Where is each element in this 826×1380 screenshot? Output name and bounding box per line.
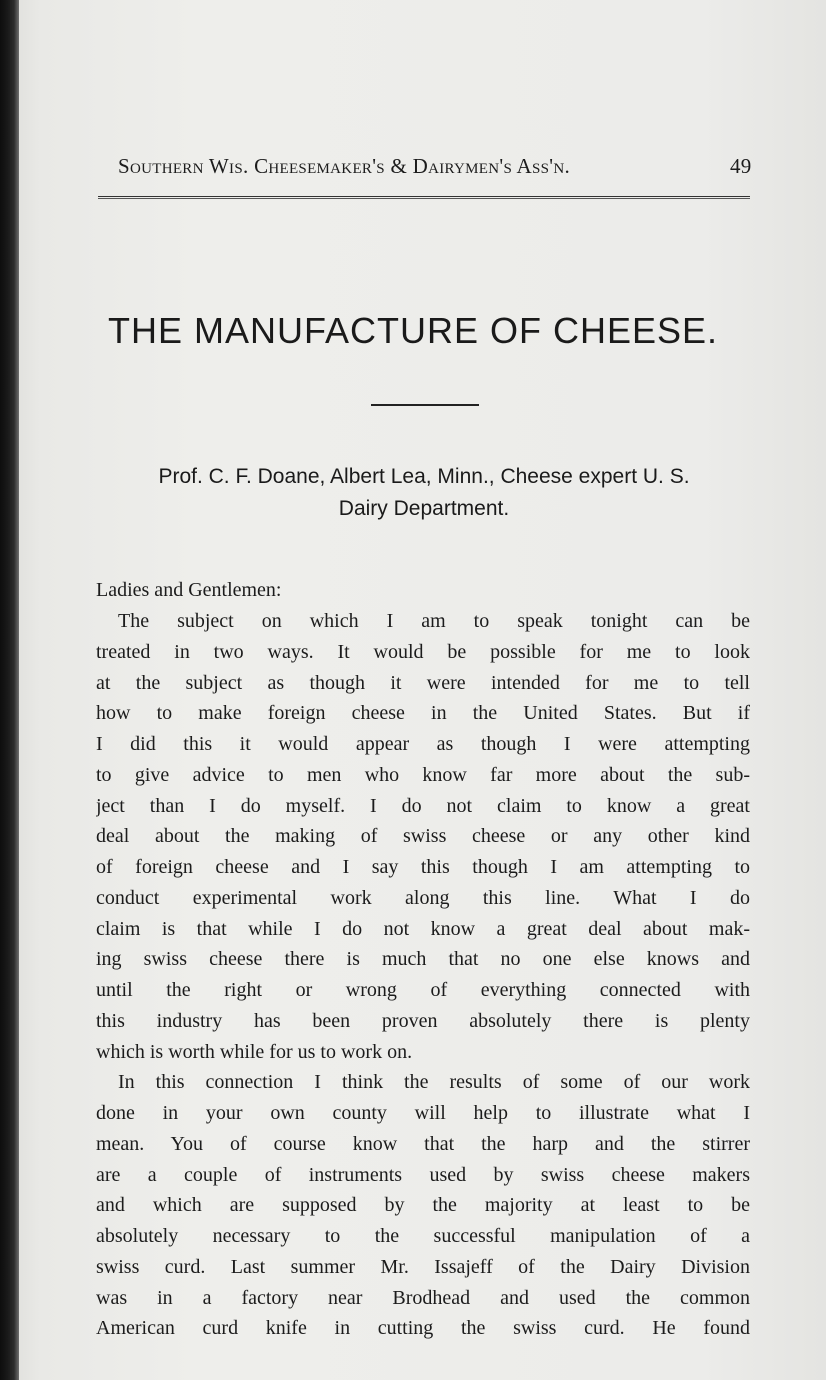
text-line: of foreign cheese and I say this though I am attempting to [96, 856, 750, 878]
byline-line-2: Dairy Department. [338, 497, 510, 520]
text-line: this industry has been proven absolutely there is plenty [96, 1009, 750, 1032]
text-line: ject than I do myself. I do not claim to know a great [96, 794, 750, 817]
text-line: conduct experimental work along this line. What I do [96, 886, 750, 909]
text-line: mean. You of course know that the harp and the stirrer [96, 1132, 750, 1155]
paragraph-2 [96, 1067, 750, 1344]
article-body [96, 606, 750, 1344]
text-line: The subject on which I am to speak tonight can be [118, 610, 750, 632]
text-line: swiss curd. Last summer Mr. Issajeff of the Dairy Division [96, 1255, 750, 1278]
byline-line-1: Prof. C. F. Doane, Albert Lea, Minn., Cheese expert U. S. [158, 465, 690, 488]
text-line: how to make foreign cheese in the United States. But if [96, 702, 750, 725]
text-line: In this connection I think the results of some of our work [118, 1071, 750, 1094]
text-line: absolutely necessary to the successful manipulation of a [96, 1225, 750, 1247]
text-line: treated in two ways. It would be possible for me to look [96, 640, 750, 663]
title-divider [371, 404, 479, 406]
text-line: to give advice to men who know far more about the sub- [96, 763, 750, 786]
text-line: until the right or wrong of everything connected with [96, 979, 750, 1001]
text-line: deal about the making of swiss cheese or any other kind [96, 825, 750, 848]
paragraph-1 [96, 606, 750, 1067]
article-title: THE MANUFACTURE OF CHEESE. [107, 310, 719, 351]
text-line: which is worth while for us to work on. [96, 1040, 413, 1063]
text-line: was in a factory near Brodhead and used the common [96, 1286, 750, 1309]
book-binding-edge [0, 0, 19, 1380]
text-line: done in your own county will help to illustrate what I [96, 1102, 750, 1124]
text-line: ing swiss cheese there is much that no one else knows and [96, 948, 750, 971]
text-line: and which are supposed by the majority at least to be [96, 1194, 750, 1217]
salutation: Ladies and Gentlemen: [96, 579, 282, 601]
text-line: I did this it would appear as though I were attempting [96, 733, 750, 755]
header-divider [98, 196, 750, 199]
running-head-title: Southern Wis. Cheesemaker's & Dairymen's Ass'n. [118, 154, 571, 178]
running-head [118, 154, 758, 186]
text-line: are a couple of instruments used by swiss cheese makers [96, 1163, 750, 1186]
text-line: American curd knife in cutting the swiss curd. He found [96, 1317, 750, 1340]
byline [96, 461, 752, 525]
page-number: 49 [730, 154, 752, 178]
text-line: at the subject as though it were intended for me to tell [96, 671, 750, 694]
text-line: claim is that while I do not know a great deal about mak- [96, 917, 750, 940]
